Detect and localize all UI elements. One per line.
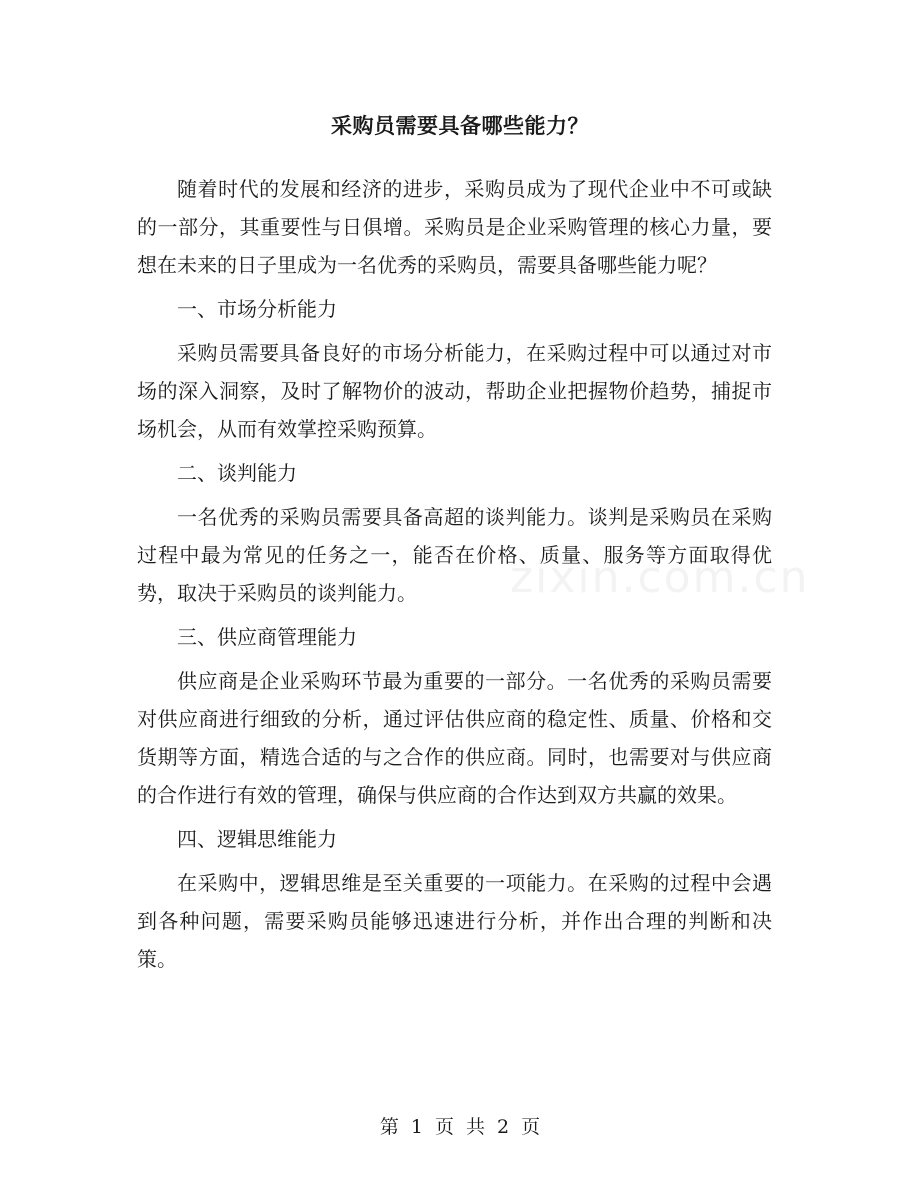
document-body	[137, 170, 772, 978]
watermark: zixin.com.cn	[510, 552, 810, 603]
page-footer: 第 1 页 共 2 页	[379, 1116, 541, 1138]
section-heading-negotiation: 二、谈判能力	[177, 461, 297, 485]
section-text-negotiation: 一名优秀的采购员需要具备高超的谈判能力。谈判是采购员在采购过程中最为常见的任务之一，能否在价格、质量、服务等方面取得优势，取决于采购员的谈判能力。	[137, 505, 772, 605]
document-title: 采购员需要具备哪些能力？	[331, 114, 589, 138]
section-text-market-analysis: 采购员需要具备良好的市场分析能力，在采购过程中可以通过对市场的深入洞察，及时了解物价的波动，帮助企业把握物价趋势，捕捉市场机会，从而有效掌控采购预算。	[137, 341, 772, 441]
section-text-logical-thinking: 在采购中，逻辑思维是至关重要的一项能力。在采购的过程中会遇到各种问题，需要采购员能够迅速进行分析，并作出合理的判断和决策。	[137, 871, 772, 971]
section-heading-supplier-management: 三、供应商管理能力	[177, 625, 357, 649]
section-heading-logical-thinking: 四、逻辑思维能力	[177, 827, 337, 851]
section-heading-market-analysis: 一、市场分析能力	[177, 297, 337, 321]
intro-paragraph: 随着时代的发展和经济的进步，采购员成为了现代企业中不可或缺的一部分，其重要性与日俱增。采购员是企业采购管理的核心力量，要想在未来的日子里成为一名优秀的采购员，需要具备哪些能力呢？	[137, 177, 772, 277]
section-text-supplier-management: 供应商是企业采购环节最为重要的一部分。一名优秀的采购员需要对供应商进行细致的分析，通过评估供应商的稳定性、质量、价格和交货期等方面，精选合适的与之合作的供应商。同时，也需要对与供应商的合作进行有效的管理，确保与供应商的合作达到双方共赢的效果。	[137, 669, 772, 807]
